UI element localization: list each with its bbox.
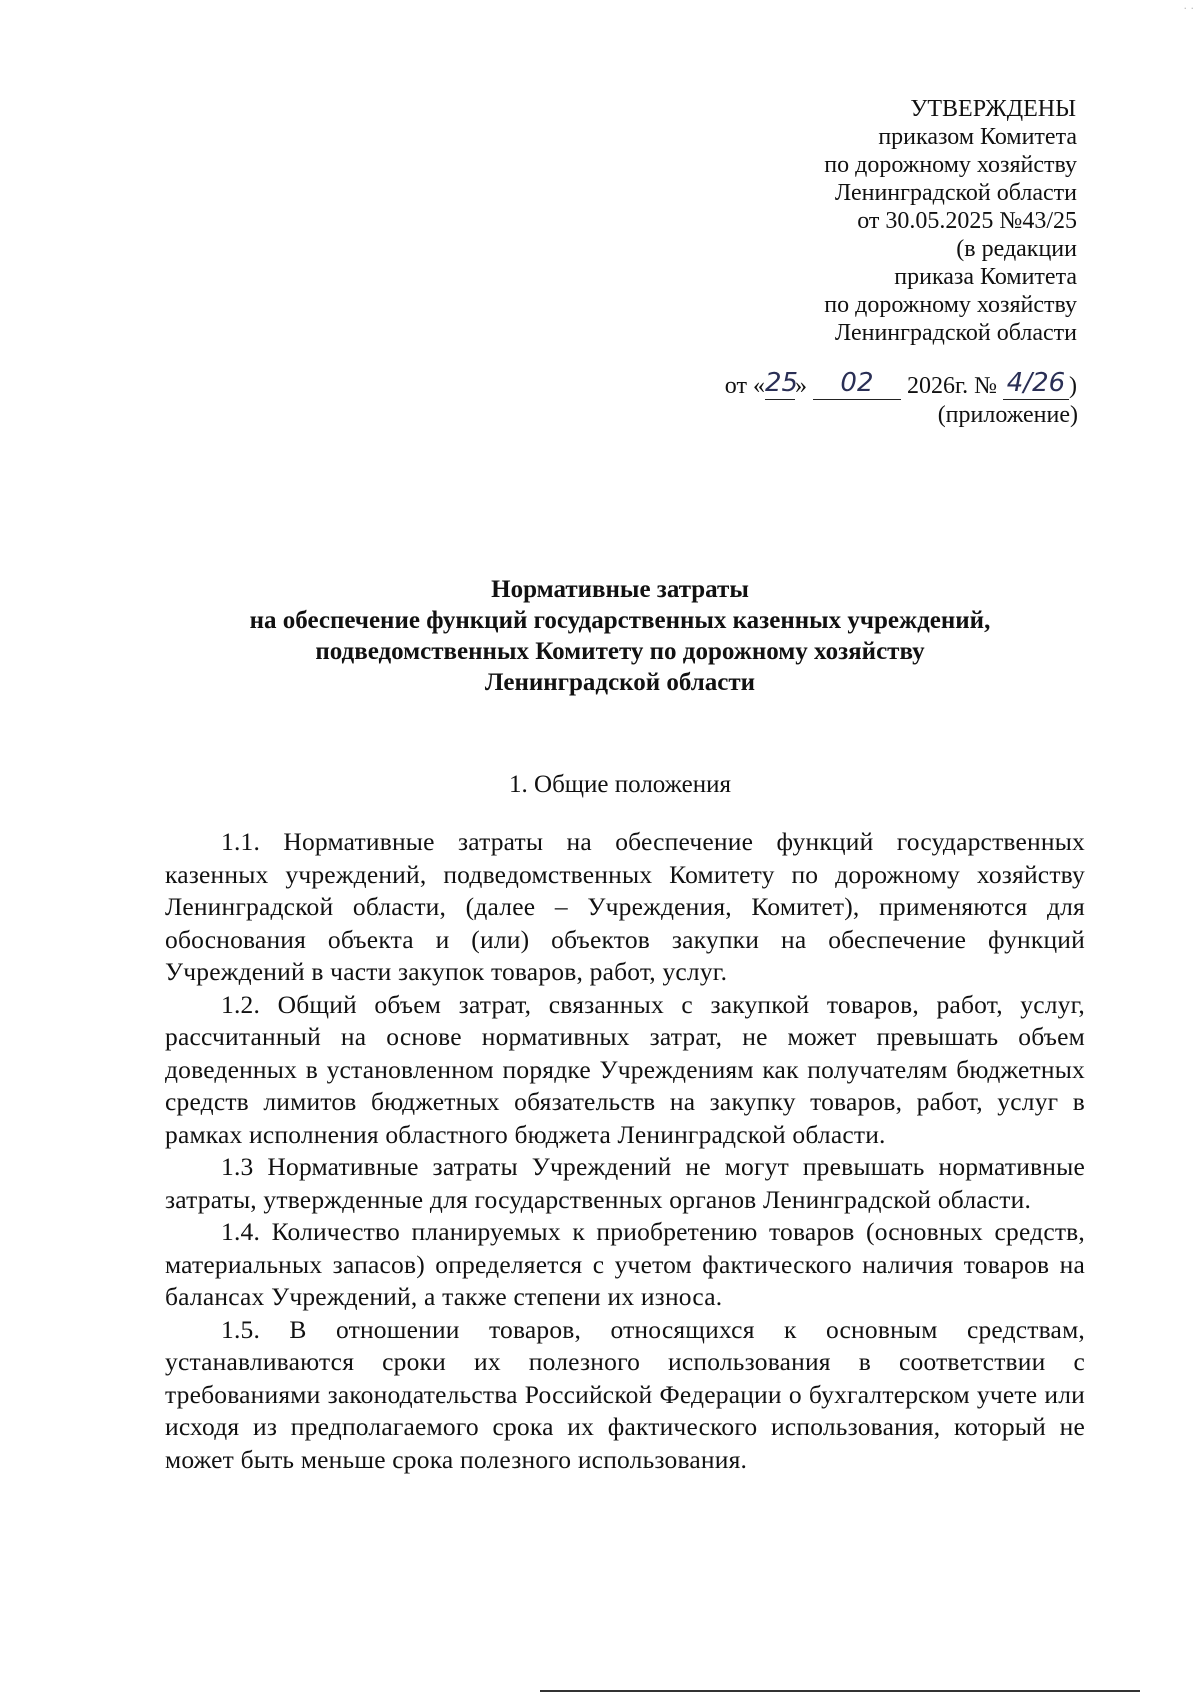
approval-line: от 30.05.2025 №43/25	[857, 208, 1077, 234]
handwritten-day: 25	[764, 368, 799, 398]
handwritten-month-field	[813, 368, 901, 400]
approval-stamp-block	[657, 95, 1077, 347]
title-line: Ленинградской области	[484, 669, 756, 696]
approval-line: (в редакции	[956, 236, 1077, 262]
paragraph: 1.1. Нормативные затраты на обеспечение функций государственных казенных учреждений, подведомственных Комитету по дорожному хозяйству Ленинградской области, (далее – Учреждения, Комитет), применяются для обоснования объекта и (или) объектов закупки на обеспечение функций Учреждений в части закупок товаров, работ, услуг.	[165, 827, 1085, 986]
handwritten-day-field	[764, 368, 799, 400]
title-line: подведомственных Комитету по дорожному хозяйству	[315, 638, 925, 665]
paragraph: 1.3 Нормативные затраты Учреждений не могут превышать нормативные затраты, утвержденные для государственных органов Ленинградской области.	[165, 1152, 1085, 1214]
document-title	[130, 574, 1110, 698]
section-body	[165, 826, 1085, 1476]
section-heading: 1. Общие положения	[509, 771, 731, 798]
approval-line: УТВЕРЖДЕНЫ	[910, 96, 1076, 122]
date-prefix: от «	[724, 373, 765, 399]
approval-line: по дорожному хозяйству	[824, 152, 1077, 178]
title-line: Нормативные затраты	[491, 576, 749, 603]
scan-corner-mark: · ·	[1183, 2, 1194, 15]
paragraph: 1.4. Количество планируемых к приобретению товаров (основных средств, материальных запасов) определяется с учетом фактического наличия товаров на балансах Учреждений, а также степени их износа.	[165, 1217, 1085, 1311]
approval-line: Ленинградской области	[834, 320, 1077, 346]
date-year-text: 2026г. №	[906, 373, 997, 399]
paragraph: 1.5. В отношении товаров, относящихся к основным средствам, устанавливаются сроки их полезного использования в соответствии с требованиями законодательства Российской Федерации о бухгалтерском учете или исходя из предполагаемого срока их фактического использования, который не может быть меньше срока полезного использования.	[165, 1314, 1085, 1474]
close-paren: )	[1069, 373, 1077, 399]
handwritten-number: 4/26	[1006, 368, 1066, 398]
handwritten-month: 02	[840, 368, 874, 398]
appendix-note: (приложение)	[937, 402, 1078, 428]
approval-line: по дорожному хозяйству	[824, 292, 1077, 318]
order-date-line	[724, 368, 1077, 400]
handwritten-number-field	[1003, 368, 1069, 400]
approval-line: приказа Комитета	[894, 264, 1077, 290]
date-quote-close: »	[794, 373, 807, 399]
paragraph: 1.2. Общий объем затрат, связанных с закупкой товаров, работ, услуг, рассчитанный на основе нормативных затрат, не может превышать объем доведенных в установленном порядке Учреждениям как получателям бюджетных средств лимитов бюджетных обязательств на закупку товаров, работ, услуг в рамках исполнения областного бюджета Ленинградской области.	[165, 989, 1085, 1149]
approval-line: приказом Комитета	[878, 124, 1077, 150]
approval-line: Ленинградской области	[834, 180, 1077, 206]
page-bottom-rule	[540, 1690, 1140, 1692]
title-line: на обеспечение функций государственных казенных учреждений,	[249, 607, 991, 634]
